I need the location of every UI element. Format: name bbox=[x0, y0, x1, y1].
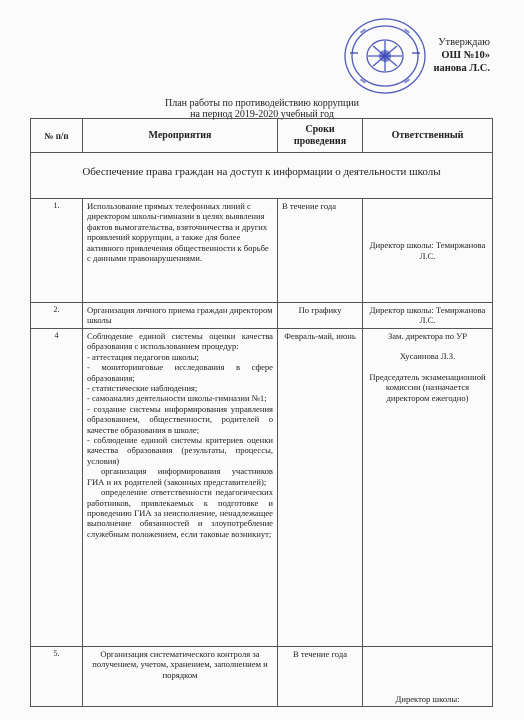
activity-line: определение ответственности педагогических работников, привлекаемых к подготовке и проведению ГИА за неисполнение, ненадлежащее выполнение обязанностей и злоупотребление служебным положением, если таковые возникнут; bbox=[87, 487, 273, 539]
row-responsible bbox=[363, 329, 493, 647]
header-deadline: Сроки проведения bbox=[278, 119, 363, 153]
plan-title: План работы по противодействию коррупции bbox=[165, 98, 359, 109]
section-title: Обеспечение права граждан на доступ к информации о деятельности школы bbox=[31, 153, 493, 199]
activity-line: организация информирования участников ГИА и их родителей (законных представителей); bbox=[87, 466, 273, 487]
row-responsible bbox=[363, 199, 493, 303]
table-row bbox=[31, 329, 493, 647]
row-responsible: Директор школы: Темиржанова Л.С. bbox=[363, 303, 493, 329]
row-activity: Использование прямых телефонных линий с директором школы-гимназии в целях выявления фактов вымогательства, взяточничества и других проявлений коррупции, а также для более активного привлечения общественности к борьбе с данными правонарушениями. bbox=[83, 199, 278, 303]
header-num: № п/п bbox=[31, 119, 83, 153]
row-activity bbox=[83, 329, 278, 647]
row-deadline: По графику bbox=[278, 303, 363, 329]
header-activity: Мероприятия bbox=[83, 119, 278, 153]
responsible-line: Зам. директора по УР bbox=[387, 331, 468, 341]
row-responsible bbox=[363, 647, 493, 707]
row-num: 4 bbox=[31, 329, 83, 647]
plan-subtitle: на период 2019-2020 учебный год bbox=[190, 109, 334, 120]
row-activity: Организация личного приема граждан директором школы bbox=[83, 303, 278, 329]
table-row bbox=[31, 647, 493, 707]
approval-line: Утверждаю bbox=[438, 37, 490, 48]
table-row bbox=[31, 199, 493, 303]
activity-line: - соблюдение единой системы критериев оценки качества образования (результаты, процессы, условия) bbox=[87, 435, 273, 466]
row-num: 1. bbox=[31, 199, 83, 303]
plan-table bbox=[30, 118, 493, 707]
row-activity: Организация систематического контроля за получением, учетом, хранением, заполнением и порядком bbox=[83, 647, 278, 707]
responsible-line: Хусаинова Л.З. bbox=[399, 351, 456, 362]
table-row bbox=[31, 303, 493, 329]
header-responsible: Ответственный bbox=[363, 119, 493, 153]
row-deadline: Февраль-май, июнь bbox=[278, 329, 363, 647]
row-num: 5. bbox=[31, 647, 83, 707]
section-row bbox=[31, 153, 493, 199]
activity-line: - статистические наблюдения; bbox=[87, 383, 198, 394]
approval-line: ианова Л.С. bbox=[433, 63, 490, 74]
table-header-row bbox=[31, 119, 493, 153]
row-num: 2. bbox=[31, 303, 83, 329]
responsible-line: Председатель экзаменационной комиссии (назначается директором ежегодно) bbox=[369, 371, 486, 403]
activity-line: - создание системы информирования управления образованием, общественности, родителей о качестве образования в школе; bbox=[87, 403, 273, 435]
activity-line: Соблюдение единой системы оценки качества образования с использованием процедур: bbox=[87, 331, 273, 352]
row-deadline: В течение года bbox=[278, 199, 363, 303]
responsible-text: Директор школы: Темиржанова Л.С. bbox=[369, 240, 486, 261]
approval-block bbox=[330, 36, 490, 75]
activity-line: - мониторинговые исследования в сфере образования; bbox=[87, 362, 273, 383]
activity-line: - самоанализ деятельности школы-гимназии №1; bbox=[87, 393, 267, 404]
approval-line: ОШ №10» bbox=[441, 50, 490, 61]
activity-line: - аттестация педагогов школы; bbox=[87, 351, 199, 362]
row-deadline: В течение года bbox=[278, 647, 363, 707]
responsible-text: Директор школы: bbox=[395, 693, 460, 704]
